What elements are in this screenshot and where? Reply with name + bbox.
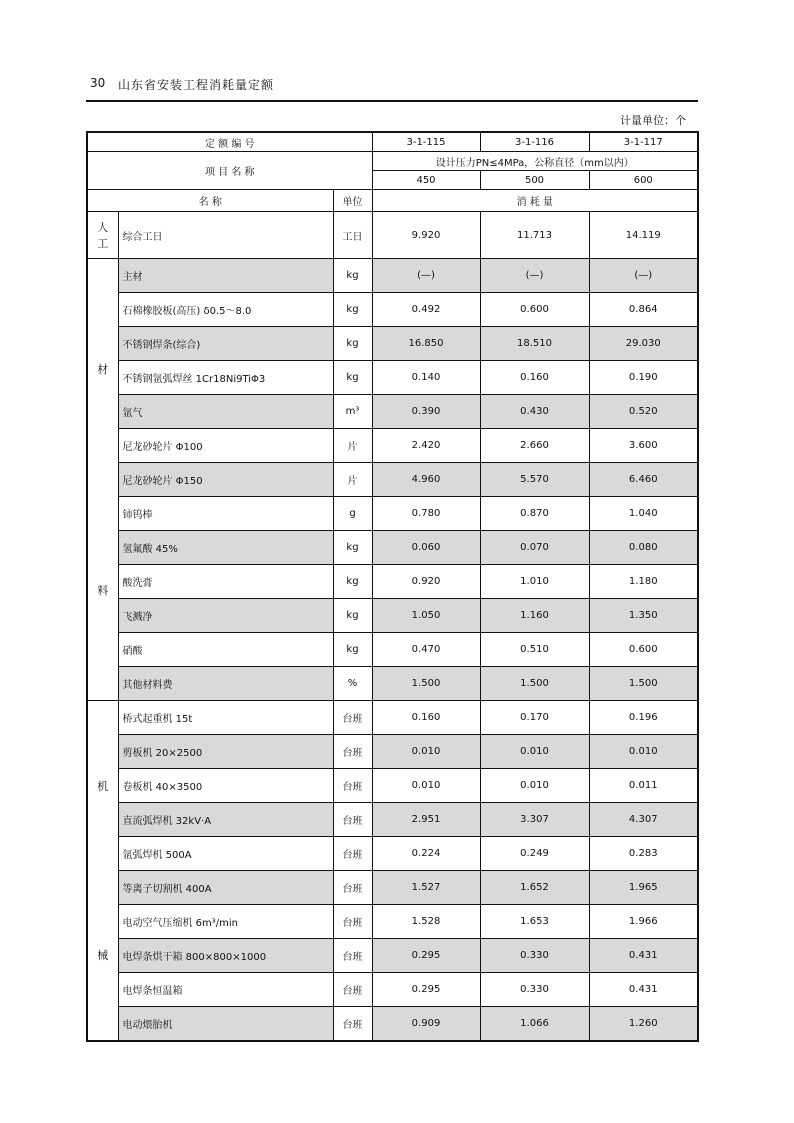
value-cell: 0.190 — [589, 361, 698, 395]
unit-cell: kg — [333, 531, 372, 565]
diameter-cell: 450 — [372, 171, 480, 190]
item-name-cell: 其他材料费 — [118, 667, 333, 701]
value-cell: 1.040 — [589, 497, 698, 531]
value-cell: 1.500 — [480, 667, 589, 701]
value-cell: 29.030 — [589, 327, 698, 361]
value-cell: 2.420 — [372, 429, 480, 463]
table-row — [87, 361, 698, 395]
item-name-cell: 氩弧焊机 500A — [118, 837, 333, 871]
unit-cell: kg — [333, 599, 372, 633]
value-cell: 9.920 — [372, 212, 480, 259]
unit-cell: 台班 — [333, 735, 372, 769]
diameter-cell: 500 — [480, 171, 589, 190]
item-name-cell: 电动空气压缩机 6m³/min — [118, 905, 333, 939]
item-name-cell: 硝酸 — [118, 633, 333, 667]
table-row — [87, 633, 698, 667]
value-cell: 18.510 — [480, 327, 589, 361]
unit-cell: kg — [333, 327, 372, 361]
group-char: 料 — [97, 583, 109, 597]
value-cell: 1.066 — [480, 1007, 589, 1042]
item-name-cell: 综合工日 — [118, 212, 333, 259]
value-cell: 0.060 — [372, 531, 480, 565]
group-char: 工 — [97, 237, 109, 250]
unit-cell: kg — [333, 293, 372, 327]
item-name-cell: 氢氟酸 45% — [118, 531, 333, 565]
value-cell: 0.010 — [372, 769, 480, 803]
table-row — [87, 1007, 698, 1042]
value-cell: 0.283 — [589, 837, 698, 871]
unit-cell: 片 — [333, 463, 372, 497]
value-cell: 0.330 — [480, 973, 589, 1007]
value-cell: 0.160 — [480, 361, 589, 395]
value-cell: 0.909 — [372, 1007, 480, 1042]
value-cell: 0.510 — [480, 633, 589, 667]
table-row — [87, 837, 698, 871]
unit-cell: 台班 — [333, 905, 372, 939]
group-label — [87, 259, 118, 701]
value-cell: (—) — [589, 259, 698, 293]
table-row — [87, 565, 698, 599]
table-row — [87, 497, 698, 531]
value-cell: 1.527 — [372, 871, 480, 905]
table-row — [87, 429, 698, 463]
value-cell: 0.160 — [372, 701, 480, 735]
value-cell: 0.920 — [372, 565, 480, 599]
value-cell: 0.430 — [480, 395, 589, 429]
group-char: 机 — [97, 779, 109, 793]
table-row — [87, 212, 698, 259]
unit-cell: m³ — [333, 395, 372, 429]
table-row — [87, 395, 698, 429]
table-row — [87, 259, 698, 293]
value-cell: 0.470 — [372, 633, 480, 667]
table-row — [87, 599, 698, 633]
value-cell: 0.010 — [372, 735, 480, 769]
value-cell: 1.260 — [589, 1007, 698, 1042]
unit-cell: g — [333, 497, 372, 531]
unit-cell: 台班 — [333, 871, 372, 905]
value-cell: 6.460 — [589, 463, 698, 497]
value-cell: 4.960 — [372, 463, 480, 497]
item-name-cell: 氩气 — [118, 395, 333, 429]
quota-number-row — [87, 132, 698, 152]
value-cell: 0.010 — [480, 735, 589, 769]
value-cell: 0.431 — [589, 939, 698, 973]
value-cell: 0.224 — [372, 837, 480, 871]
item-name-cell: 直流弧焊机 32kV·A — [118, 803, 333, 837]
value-cell: 2.660 — [480, 429, 589, 463]
unit-cell: 工日 — [333, 212, 372, 259]
value-cell: 0.170 — [480, 701, 589, 735]
value-cell: 0.431 — [589, 973, 698, 1007]
value-cell: 0.295 — [372, 973, 480, 1007]
value-cell: 0.295 — [372, 939, 480, 973]
unit-cell: kg — [333, 633, 372, 667]
item-name-cell: 不锈钢焊条(综合) — [118, 327, 333, 361]
value-cell: 1.010 — [480, 565, 589, 599]
group-char: 材 — [97, 363, 109, 377]
unit-cell: kg — [333, 565, 372, 599]
value-cell: 0.140 — [372, 361, 480, 395]
code-cell: 3-1-115 — [372, 132, 480, 152]
item-name-label: 项 目 名 称 — [87, 152, 372, 190]
unit-cell: 台班 — [333, 1007, 372, 1042]
table-row — [87, 803, 698, 837]
group-char: 械 — [97, 949, 109, 963]
item-name-cell: 尼龙砂轮片 Φ150 — [118, 463, 333, 497]
value-cell: 2.951 — [372, 803, 480, 837]
table-row — [87, 293, 698, 327]
unit-cell: 台班 — [333, 769, 372, 803]
unit-cell: % — [333, 667, 372, 701]
quota-number-label: 定 额 编 号 — [87, 132, 372, 152]
value-cell: 1.500 — [372, 667, 480, 701]
value-cell: 0.520 — [589, 395, 698, 429]
page-number: 30 — [90, 76, 106, 90]
value-cell: 0.011 — [589, 769, 698, 803]
value-cell: 3.600 — [589, 429, 698, 463]
column-header-row — [87, 190, 698, 212]
page-header — [86, 74, 698, 102]
value-cell: (—) — [480, 259, 589, 293]
item-name-cell: 剪板机 20×2500 — [118, 735, 333, 769]
unit-cell: 台班 — [333, 939, 372, 973]
value-cell: 4.307 — [589, 803, 698, 837]
value-cell: 5.570 — [480, 463, 589, 497]
value-cell: 11.713 — [480, 212, 589, 259]
unit-cell: 片 — [333, 429, 372, 463]
table-row — [87, 905, 698, 939]
item-name-cell: 等离子切割机 400A — [118, 871, 333, 905]
value-cell: 1.180 — [589, 565, 698, 599]
value-cell: 3.307 — [480, 803, 589, 837]
item-name-cell: 卷板机 40×3500 — [118, 769, 333, 803]
value-cell: 0.010 — [589, 735, 698, 769]
unit-cell: 台班 — [333, 701, 372, 735]
diameter-cell: 600 — [589, 171, 698, 190]
value-cell: 1.160 — [480, 599, 589, 633]
unit-cell: 台班 — [333, 973, 372, 1007]
value-cell: 1.350 — [589, 599, 698, 633]
item-name-cell: 主材 — [118, 259, 333, 293]
code-cell: 3-1-116 — [480, 132, 589, 152]
value-cell: 0.330 — [480, 939, 589, 973]
value-cell: 0.492 — [372, 293, 480, 327]
item-name-cell: 酸洗膏 — [118, 565, 333, 599]
unit-cell: kg — [333, 361, 372, 395]
group-char: 人 — [97, 221, 109, 234]
table-row — [87, 667, 698, 701]
value-cell: 0.864 — [589, 293, 698, 327]
group-label — [87, 701, 118, 1042]
value-cell: 16.850 — [372, 327, 480, 361]
item-name-cell: 电焊条恒温箱 — [118, 973, 333, 1007]
table-row — [87, 531, 698, 565]
value-cell: 1.528 — [372, 905, 480, 939]
unit-note: 计量单位：个 — [620, 114, 686, 127]
table-row — [87, 327, 698, 361]
value-cell: 0.600 — [480, 293, 589, 327]
value-cell: 1.965 — [589, 871, 698, 905]
value-cell: 1.653 — [480, 905, 589, 939]
value-cell: 0.080 — [589, 531, 698, 565]
quota-table — [86, 131, 699, 1042]
item-name-cell: 尼龙砂轮片 Φ100 — [118, 429, 333, 463]
item-name-cell: 石棉橡胶板(高压) δ0.5～8.0 — [118, 293, 333, 327]
code-cell: 3-1-117 — [589, 132, 698, 152]
item-name-cell: 电动煨胎机 — [118, 1007, 333, 1042]
spec-row — [87, 152, 698, 171]
consumption-column-header: 消 耗 量 — [372, 190, 698, 212]
value-cell: 0.390 — [372, 395, 480, 429]
table-row — [87, 973, 698, 1007]
unit-cell: kg — [333, 259, 372, 293]
value-cell: 0.600 — [589, 633, 698, 667]
value-cell: 0.070 — [480, 531, 589, 565]
table-row — [87, 701, 698, 735]
book-title: 山东省安装工程消耗量定额 — [118, 78, 275, 92]
value-cell: 1.966 — [589, 905, 698, 939]
table-row — [87, 769, 698, 803]
value-cell: 1.500 — [589, 667, 698, 701]
name-column-header: 名 称 — [87, 190, 333, 212]
value-cell: 1.652 — [480, 871, 589, 905]
item-name-cell: 电焊条烘干箱 800×800×1000 — [118, 939, 333, 973]
table-row — [87, 735, 698, 769]
value-cell: 0.249 — [480, 837, 589, 871]
value-cell: 0.196 — [589, 701, 698, 735]
value-cell: 0.780 — [372, 497, 480, 531]
unit-cell: 台班 — [333, 837, 372, 871]
value-cell: 1.050 — [372, 599, 480, 633]
unit-column-header: 单位 — [333, 190, 372, 212]
spec-cell: 设计压力PN≤4MPa，公称直径（mm以内） — [372, 152, 698, 171]
table-row — [87, 871, 698, 905]
item-name-cell: 桥式起重机 15t — [118, 701, 333, 735]
value-cell: 14.119 — [589, 212, 698, 259]
item-name-cell: 飞溅净 — [118, 599, 333, 633]
unit-cell: 台班 — [333, 803, 372, 837]
value-cell: 0.010 — [480, 769, 589, 803]
value-cell: (—) — [372, 259, 480, 293]
table-row — [87, 463, 698, 497]
item-name-cell: 铈钨棒 — [118, 497, 333, 531]
item-name-cell: 不锈钢氩弧焊丝 1Cr18Ni9TiΦ3 — [118, 361, 333, 395]
group-label — [87, 212, 118, 259]
value-cell: 0.870 — [480, 497, 589, 531]
table-row — [87, 939, 698, 973]
